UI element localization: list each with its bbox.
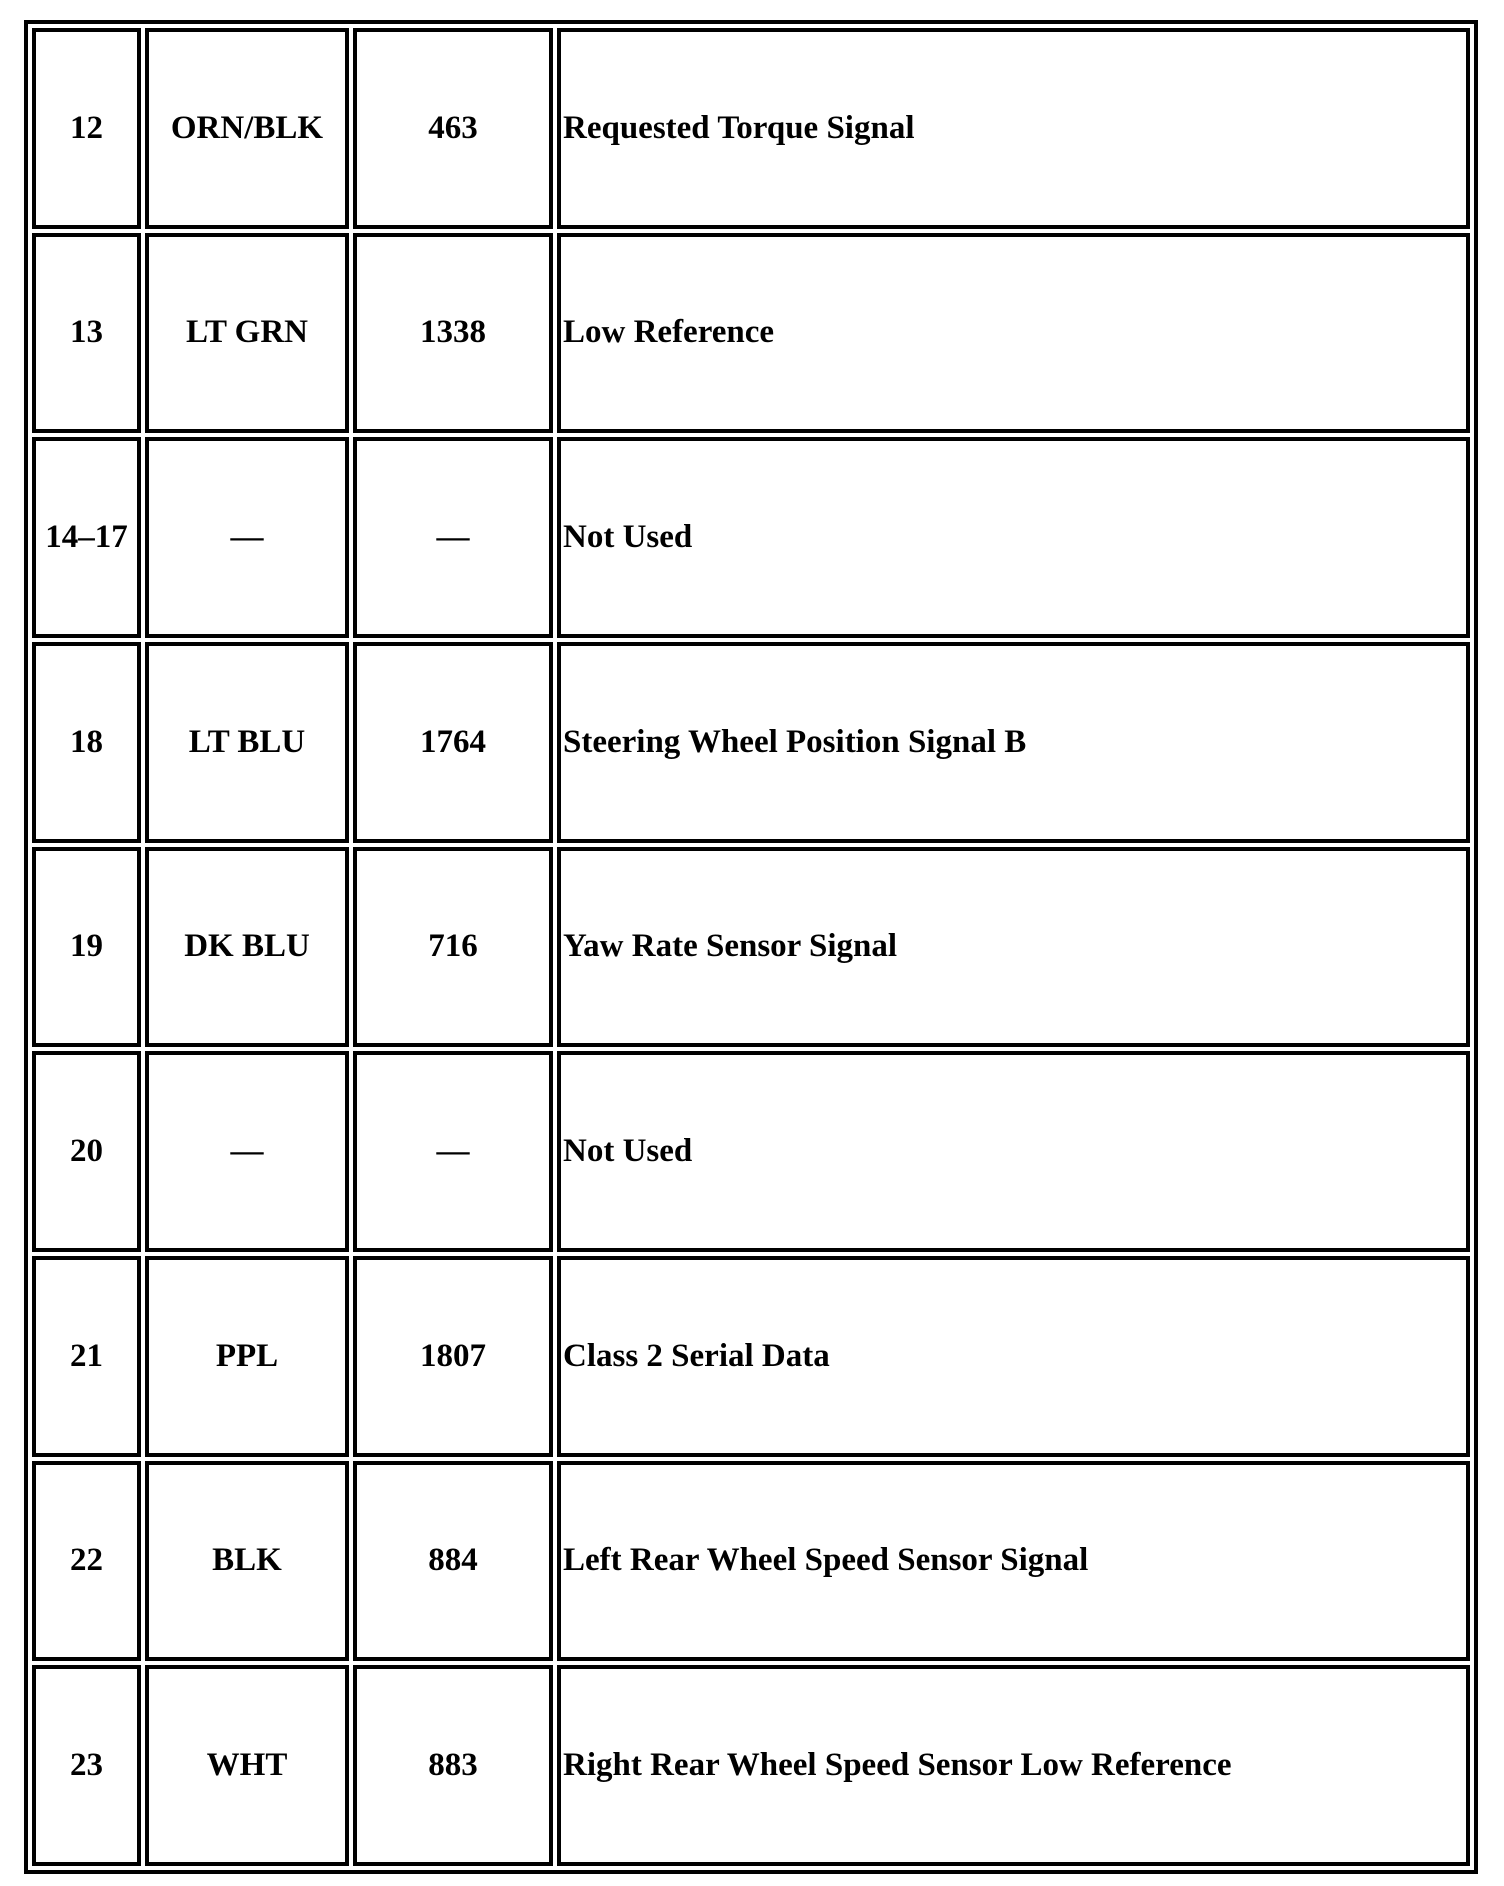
table-row — [32, 1461, 1470, 1662]
circuit-number-cell: 884 — [353, 1461, 553, 1662]
circuit-number-cell: 883 — [353, 1665, 553, 1866]
table-body — [32, 28, 1470, 1866]
table-row — [32, 847, 1470, 1048]
wire-color-cell: WHT — [145, 1665, 349, 1866]
function-cell: Not Used — [557, 437, 1470, 638]
function-cell: Steering Wheel Position Signal B — [557, 642, 1470, 843]
table-row — [32, 642, 1470, 843]
circuit-number-cell: 716 — [353, 847, 553, 1048]
pin-cell: 21 — [32, 1256, 141, 1457]
circuit-number-cell: — — [353, 437, 553, 638]
pin-cell: 19 — [32, 847, 141, 1048]
pin-cell: 13 — [32, 233, 141, 434]
function-cell: Left Rear Wheel Speed Sensor Signal — [557, 1461, 1470, 1662]
pin-cell: 23 — [32, 1665, 141, 1866]
table-row — [32, 437, 1470, 638]
function-cell: Class 2 Serial Data — [557, 1256, 1470, 1457]
function-cell: Right Rear Wheel Speed Sensor Low Reference — [557, 1665, 1470, 1866]
wire-color-cell: PPL — [145, 1256, 349, 1457]
table-row — [32, 1256, 1470, 1457]
circuit-number-cell: 1807 — [353, 1256, 553, 1457]
wire-color-cell: — — [145, 1051, 349, 1252]
pin-cell: 20 — [32, 1051, 141, 1252]
circuit-number-cell: 463 — [353, 28, 553, 229]
function-cell: Not Used — [557, 1051, 1470, 1252]
wire-color-cell: — — [145, 437, 349, 638]
function-cell: Low Reference — [557, 233, 1470, 434]
pin-cell: 14–17 — [32, 437, 141, 638]
connector-pinout-table — [24, 20, 1478, 1874]
table-row — [32, 28, 1470, 229]
wire-color-cell: ORN/BLK — [145, 28, 349, 229]
wire-color-cell: BLK — [145, 1461, 349, 1662]
table-row — [32, 1665, 1470, 1866]
pin-cell: 12 — [32, 28, 141, 229]
wire-color-cell: LT GRN — [145, 233, 349, 434]
pin-cell: 22 — [32, 1461, 141, 1662]
table-row — [32, 1051, 1470, 1252]
function-cell: Requested Torque Signal — [557, 28, 1470, 229]
pin-cell: 18 — [32, 642, 141, 843]
function-cell: Yaw Rate Sensor Signal — [557, 847, 1470, 1048]
circuit-number-cell: 1764 — [353, 642, 553, 843]
table-row — [32, 233, 1470, 434]
circuit-number-cell: — — [353, 1051, 553, 1252]
wire-color-cell: DK BLU — [145, 847, 349, 1048]
pinout-grid — [28, 24, 1474, 1870]
circuit-number-cell: 1338 — [353, 233, 553, 434]
wire-color-cell: LT BLU — [145, 642, 349, 843]
